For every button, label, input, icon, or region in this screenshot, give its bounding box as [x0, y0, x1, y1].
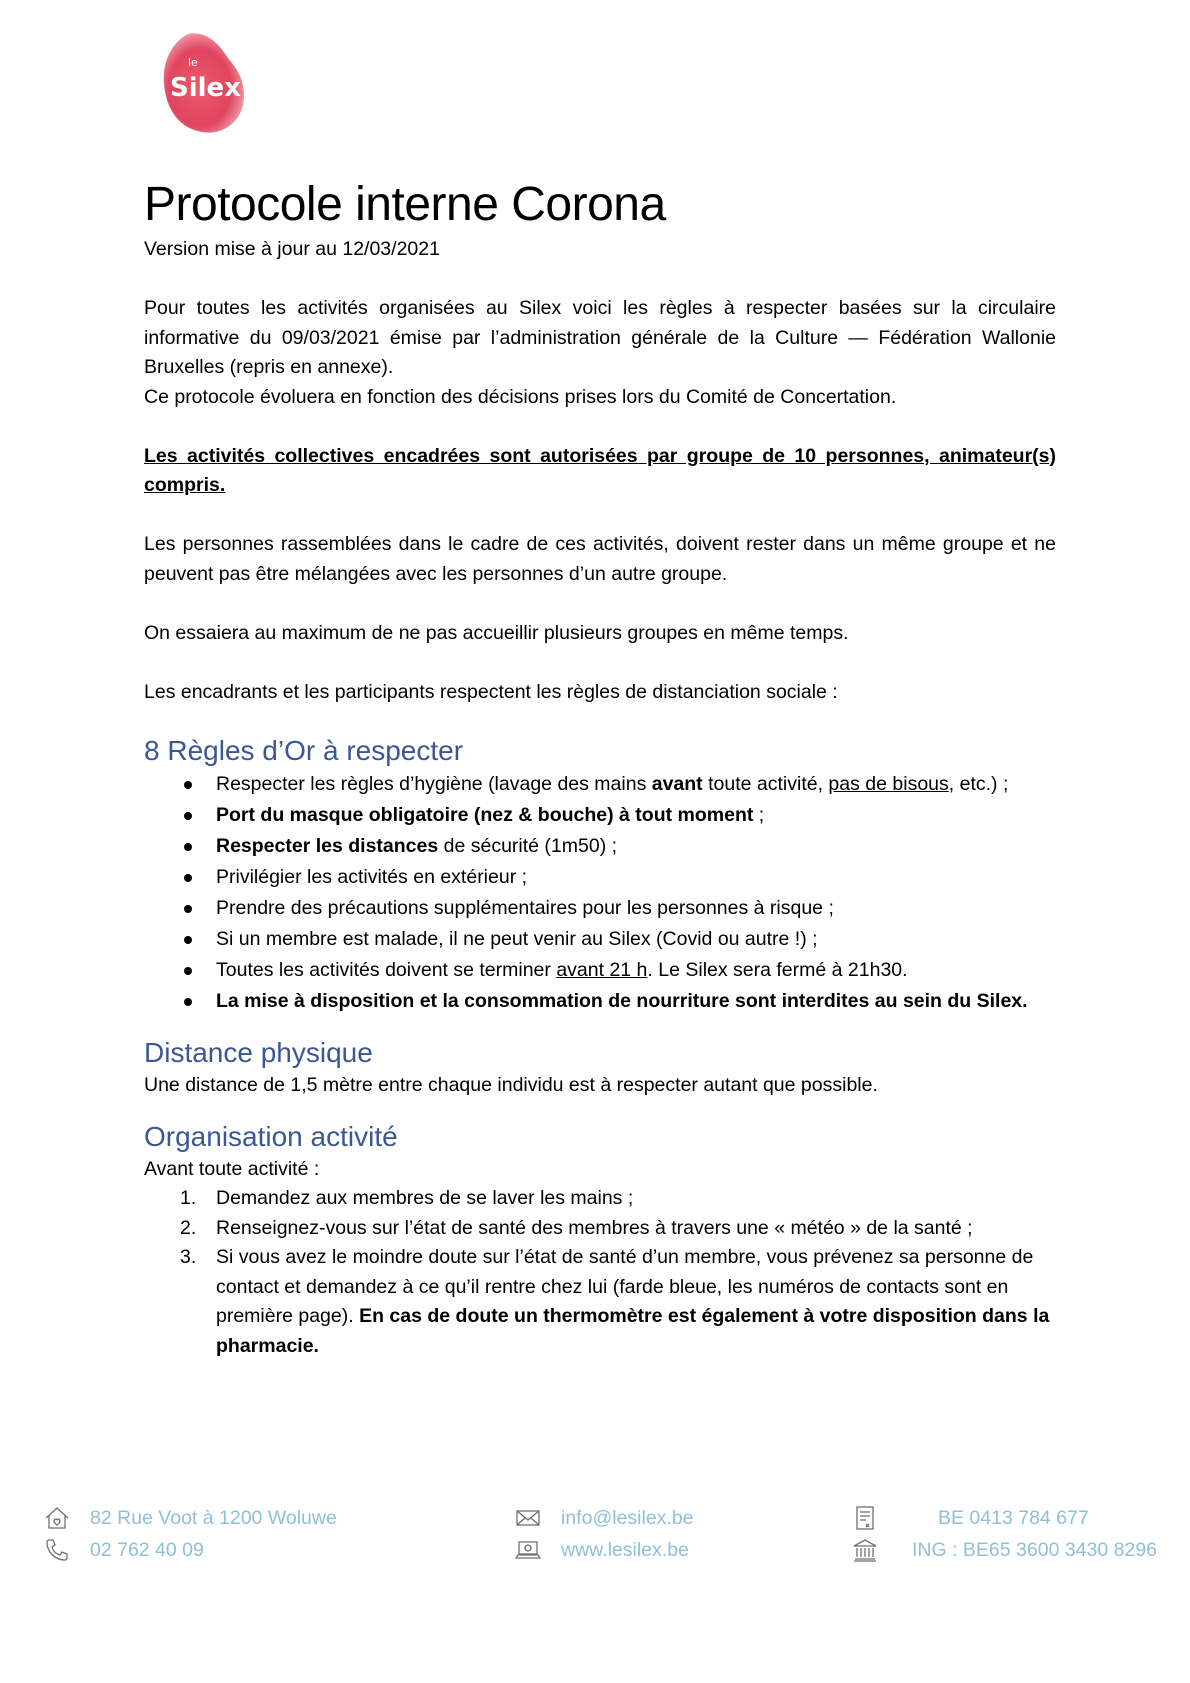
bullet-icon: [184, 905, 192, 913]
golden-rules-heading: 8 Règles d’Or à respecter: [144, 735, 464, 766]
group-rule-highlight: Les activités collectives encadrées sont autorisées par groupe de 10 personnes, animateur(s) compris.: [144, 444, 1056, 496]
distance-text: Une distance de 1,5 mètre entre chaque individu est à respecter autant que possible.: [144, 1074, 878, 1096]
rule-hygiene: Respecter les règles d’hygiène (lavage des mains avant toute activité, pas de bisous, etc.) ;: [144, 769, 1056, 800]
footer-vat: BE 0413 784 677: [852, 1505, 1089, 1531]
bullet-icon: [184, 967, 192, 975]
bullet-icon: [184, 843, 192, 851]
rule-closing-time: Toutes les activités doivent se terminer avant 21 h. Le Silex sera fermé à 21h30.: [144, 955, 1056, 986]
svg-text:Silex: Silex: [170, 73, 241, 103]
distance-heading: Distance physique: [144, 1037, 373, 1068]
silex-logo: [158, 28, 248, 136]
bullet-icon: [184, 998, 192, 1006]
rule-food: La mise à disposition et la consommation de nourriture sont interdites au sein du Silex.: [144, 986, 1056, 1017]
intro-evolution: Ce protocole évoluera en fonction des décisions prises lors du Comité de Concertation.: [144, 385, 897, 408]
group-mixing-paragraph: Les personnes rassemblées dans le cadre de ces activités, doivent rester dans un même groupe et ne peuvent pas être mélangées avec les personnes d’un autre groupe.: [144, 533, 1056, 585]
envelope-icon: [515, 1505, 541, 1531]
bullet-icon: [184, 781, 192, 789]
footer-address: 82 Rue Voot à 1200 Woluwe: [44, 1505, 337, 1531]
step-health-check: 2. Renseignez-vous sur l’état de santé des membres à travers une « météo » de la santé ;: [180, 1216, 973, 1239]
document-title: Protocole interne Corona: [144, 178, 666, 231]
footer-bank: ING : BE65 3600 3430 8296: [852, 1537, 1157, 1563]
bullet-icon: [184, 812, 192, 820]
bullet-icon: [184, 874, 192, 882]
svg-text:le: le: [188, 56, 198, 69]
organisation-intro: Avant toute activité :: [144, 1157, 320, 1180]
organisation-steps: [144, 1184, 1056, 1361]
silex-logo-graphic: [158, 28, 248, 136]
footer-website[interactable]: www.lesilex.be: [515, 1537, 689, 1563]
golden-rules-list: [144, 769, 1056, 1017]
phone-icon: [44, 1537, 70, 1563]
footer-email[interactable]: info@lesilex.be: [515, 1505, 694, 1531]
distancing-paragraph: Les encadrants et les participants respectent les règles de distanciation sociale :: [144, 680, 838, 703]
rule-distance: Respecter les distances de sécurité (1m50) ;: [144, 831, 1056, 862]
step-wash-hands: 1. Demandez aux membres de se laver les mains ;: [180, 1187, 634, 1209]
intro-paragraph: Pour toutes les activités organisées au Silex voici les règles à respecter basées sur la circulaire informative du 09/03/2021 émise par l’administration générale de la Culture — Fédération Wallonie Bruxelles (repris en annexe).: [144, 297, 1056, 378]
footer-phone: 02 762 40 09: [44, 1537, 204, 1563]
organisation-heading: Organisation activité: [144, 1120, 398, 1152]
rule-risk: Prendre des précautions supplémentaires pour les personnes à risque ;: [144, 893, 1056, 924]
document-icon: [852, 1505, 878, 1531]
footer: [0, 1505, 1190, 1585]
bank-icon: [852, 1537, 878, 1563]
multiple-groups-paragraph: On essaiera au maximum de ne pas accueillir plusieurs groupes en même temps.: [144, 621, 849, 644]
document-body: [144, 175, 1056, 1361]
laptop-icon: [515, 1537, 541, 1563]
step-doubt: 3. Si vous avez le moindre doute sur l’état de santé d’un membre, vous prévenez sa personne de contact et demandez à ce qu’il rentre chez lui (farde bleue, les numéros de contacts sont en première page). En cas de doute un thermomètre est également à votre disposition dans la pharmacie.: [180, 1246, 1050, 1357]
version-date: Version mise à jour au 12/03/2021: [144, 238, 440, 260]
bullet-icon: [184, 936, 192, 944]
rule-sick: Si un membre est malade, il ne peut venir au Silex (Covid ou autre !) ;: [144, 924, 1056, 955]
rule-mask: Port du masque obligatoire (nez & bouche) à tout moment ;: [144, 800, 1056, 831]
house-icon: [44, 1505, 70, 1531]
rule-outdoor: Privilégier les activités en extérieur ;: [144, 862, 1056, 893]
